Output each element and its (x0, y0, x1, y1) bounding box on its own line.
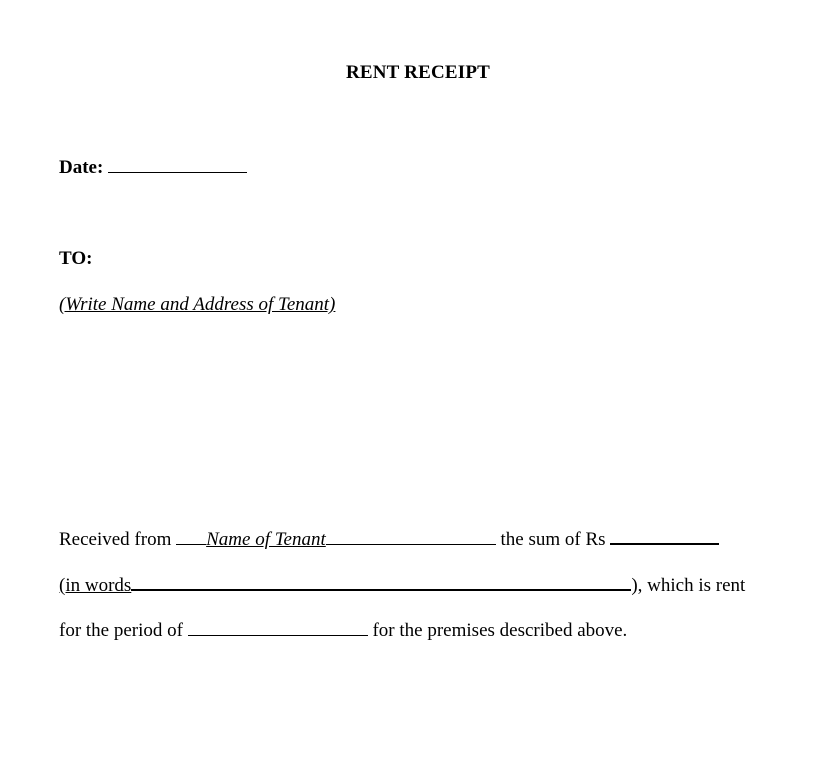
date-blank[interactable] (108, 155, 247, 173)
in-words-label: (in words (59, 575, 132, 596)
sum-label: the sum of Rs (500, 529, 606, 550)
period-blank[interactable] (188, 618, 368, 636)
in-words-close: ), (631, 575, 643, 596)
tenant-name-blank-leading (176, 527, 206, 545)
date-label: Date: (59, 157, 104, 178)
in-words-blank[interactable] (131, 572, 631, 591)
premises-text: for the premises described above. (372, 620, 628, 641)
period-label: for the period of (59, 620, 183, 641)
amount-blank[interactable] (610, 526, 719, 545)
date-line (59, 155, 247, 179)
tenant-address-line (59, 294, 335, 316)
received-from-line (59, 526, 719, 551)
to-label: TO: (59, 248, 93, 269)
tenant-name-placeholder[interactable]: Name of Tenant (206, 529, 326, 550)
period-line (59, 618, 627, 642)
in-words-line (59, 572, 745, 597)
tenant-address-placeholder: (Write Name and Address of Tenant) (59, 294, 336, 315)
rent-text: which is rent (647, 575, 746, 596)
tenant-name-blank-trailing (326, 527, 496, 545)
received-from-label: Received from (59, 529, 172, 550)
document-title: RENT RECEIPT (345, 62, 491, 83)
